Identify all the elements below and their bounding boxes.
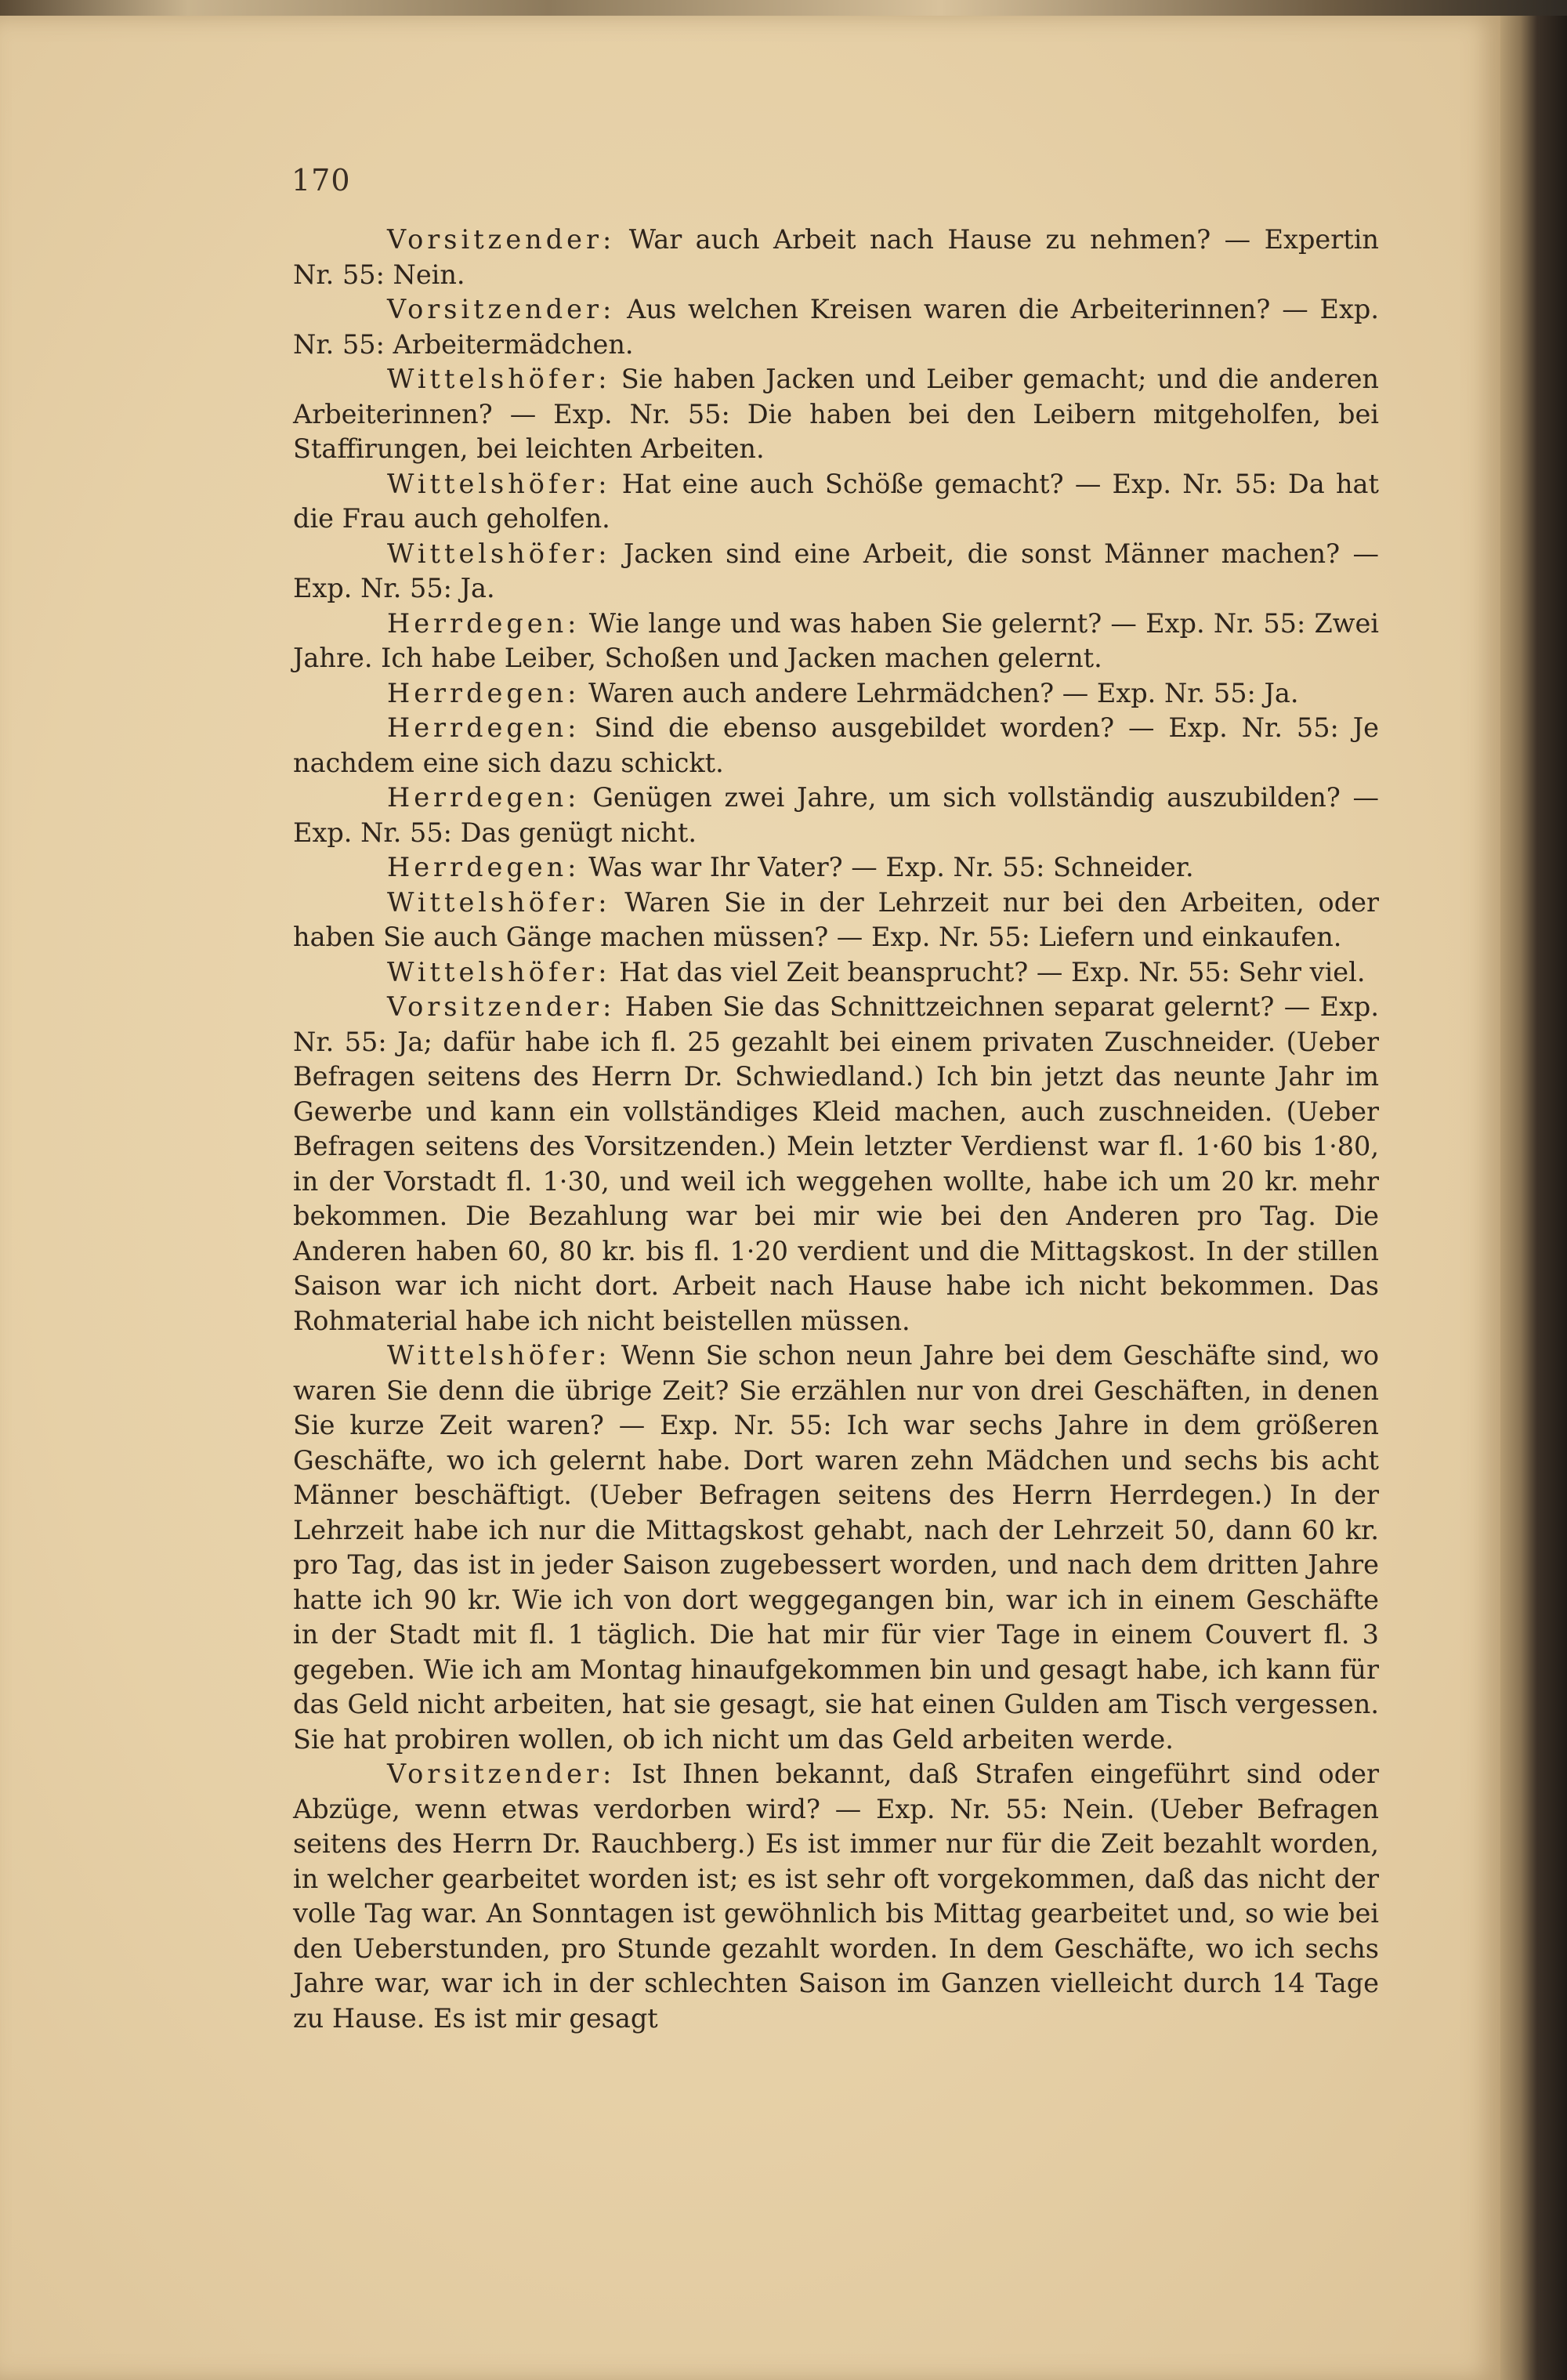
- paragraph: [293, 607, 1379, 676]
- paragraph-text: Genügen zwei Jahre, um sich vollständig auszubilden? — Exp. Nr. 55: Das genügt nicht.: [293, 782, 1379, 848]
- paragraph-text: Sie haben Jacken und Leiber gemacht; und die anderen Arbeiterinnen? — Exp. Nr. 55: Die haben bei den Leibern mitgeholfen, bei Staffirungen, bei leichten Arbeiten.: [293, 364, 1379, 464]
- paragraph: [293, 955, 1379, 991]
- paragraph: [293, 886, 1379, 955]
- paragraph-text: Hat eine auch Schöße gemacht? — Exp. Nr. 55: Da hat die Frau auch geholfen.: [293, 468, 1379, 534]
- paragraph-text: War auch Arbeit nach Hause zu nehmen? — Expertin Nr. 55: Nein.: [293, 224, 1379, 290]
- paragraph-text: Haben Sie das Schnittzeichnen separat gelernt? — Exp. Nr. 55: Ja; dafür habe ich fl. 25 gezahlt bei einem privaten Zuschneider. (Ueber Befragen seitens des Herrn Dr. Schwiedland.) Ich bin jetzt das neunte Jahr im Gewerbe und kann ein vollständiges Kleid machen, auch zuschneiden. (Ueber Befragen seitens des Vorsitzenden.) Mein letzter Verdienst war fl. 1·60 bis 1·80, in der Vorstadt fl. 1·30, und weil ich weggehen wollte, habe ich um 20 kr. mehr bekommen. Die Bezahlung war bei mir wie bei den Anderen pro Tag. Die Anderen haben 60, 80 kr. bis fl. 1·20 verdient und die Mittagskost. In der stillen Saison war ich nicht dort. Arbeit nach Hause habe ich nicht bekommen. Das Rohmaterial habe ich nicht beistellen müssen.: [293, 991, 1379, 1336]
- paragraph-text: Sind die ebenso ausgebildet worden? — Exp. Nr. 55: Je nachdem eine sich dazu schickt.: [293, 712, 1379, 778]
- paragraph-text: Was war Ihr Vater? — Exp. Nr. 55: Schneider.: [588, 852, 1194, 882]
- book-binding-edge: [1500, 16, 1567, 2380]
- paragraph-text: Wenn Sie schon neun Jahre bei dem Geschäfte sind, wo waren Sie denn die übrige Zeit? Sie erzählen nur von drei Geschäften, in denen Sie kurze Zeit waren? — Exp. Nr. 55: Ich war sechs Jahre in dem größeren Geschäfte, wo ich gelernt habe. Dort waren zehn Mädchen und sechs bis acht Männer beschäftigt. (Ueber Befragen seitens des Herrn Herrdegen.) In der Lehrzeit habe ich nur die Mittagskost gehabt, nach der Lehrzeit 50, dann 60 kr. pro Tag, das ist in jeder Saison zugebessert worden, und nach dem dritten Jahre hatte ich 90 kr. Wie ich von dort weggegangen bin, war ich in einem Geschäfte in der Stadt mit fl. 1 täglich. Die hat mir für vier Tage in einem Couvert fl. 3 gegeben. Wie ich am Montag hinaufgekommen bin und gesagt habe, ich kann für das Geld nicht arbeiten, hat sie gesagt, sie hat einen Gulden am Tisch vergessen. Sie hat probiren wollen, ob ich nicht um das Geld arbeiten werde.: [293, 1340, 1379, 1755]
- speaker-name: Vorsitzender:: [387, 224, 616, 255]
- speaker-name: Herrdegen:: [387, 782, 581, 813]
- paragraph: [293, 537, 1379, 607]
- speaker-name: Herrdegen:: [387, 607, 581, 639]
- paragraph-text: Aus welchen Kreisen waren die Arbeiterinnen? — Exp. Nr. 55: Arbeitermädchen.: [293, 294, 1379, 360]
- paragraph: [293, 990, 1379, 1339]
- paragraph: [293, 223, 1379, 292]
- paragraph: [293, 850, 1379, 886]
- speaker-name: Wittelshöfer:: [387, 538, 611, 569]
- paragraph: [293, 467, 1379, 537]
- speaker-name: Herrdegen:: [387, 712, 581, 743]
- speaker-name: Wittelshöfer:: [387, 956, 611, 987]
- speaker-name: Wittelshöfer:: [387, 364, 611, 394]
- speaker-name: Vorsitzender:: [387, 1759, 616, 1789]
- paragraph: [293, 676, 1379, 712]
- paragraph: [293, 292, 1379, 362]
- paragraph-text: Waren Sie in der Lehrzeit nur bei den Arbeiten, oder haben Sie auch Gänge machen müssen? — Exp. Nr. 55: Liefern und einkaufen.: [293, 886, 1379, 952]
- transcript-text: [293, 223, 1379, 2036]
- speaker-name: Wittelshöfer:: [387, 886, 611, 918]
- page-number: 170: [291, 163, 351, 197]
- paragraph-text: Jacken sind eine Arbeit, die sonst Männer machen? — Exp. Nr. 55: Ja.: [293, 538, 1379, 603]
- paragraph: [293, 1757, 1379, 2036]
- paragraph-text: Wie lange und was haben Sie gelernt? — Exp. Nr. 55: Zwei Jahre. Ich habe Leiber, Schoßen und Jacken machen gelernt.: [293, 607, 1380, 673]
- speaker-name: Wittelshöfer:: [387, 468, 611, 499]
- paragraph: [293, 362, 1379, 467]
- paragraph-text: Waren auch andere Lehrmädchen? — Exp. Nr. 55: Ja.: [588, 677, 1299, 708]
- paragraph: [293, 711, 1379, 781]
- speaker-name: Herrdegen:: [387, 677, 581, 708]
- speaker-name: Herrdegen:: [387, 852, 581, 882]
- speaker-name: Vorsitzender:: [387, 991, 616, 1022]
- paragraph-text: Hat das viel Zeit beansprucht? — Exp. Nr. 55: Sehr viel.: [619, 956, 1366, 987]
- paragraph: [293, 1339, 1379, 1757]
- paragraph: [293, 781, 1379, 850]
- paragraph-text: Ist Ihnen bekannt, daß Strafen eingeführt sind oder Abzüge, wenn etwas verdorben wird? — Exp. Nr. 55: Nein. (Ueber Befragen seitens des Herrn Dr. Rauchberg.) Es ist immer nur für die Zeit bezahlt worden, in welcher gearbeitet worden ist; es ist sehr oft vorgekommen, daß das nicht der volle Tag war. An Sonntagen ist gewöhnlich bis Mittag gearbeitet und, so wie bei den Ueberstunden, pro Stunde gezahlt worden. In dem Geschäfte, wo ich sechs Jahre war, war ich in der schlechten Saison im Ganzen vielleicht durch 14 Tage zu Hause. Es ist mir gesagt: [293, 1759, 1379, 2034]
- speaker-name: Wittelshöfer:: [387, 1340, 611, 1371]
- speaker-name: Vorsitzender:: [387, 294, 616, 324]
